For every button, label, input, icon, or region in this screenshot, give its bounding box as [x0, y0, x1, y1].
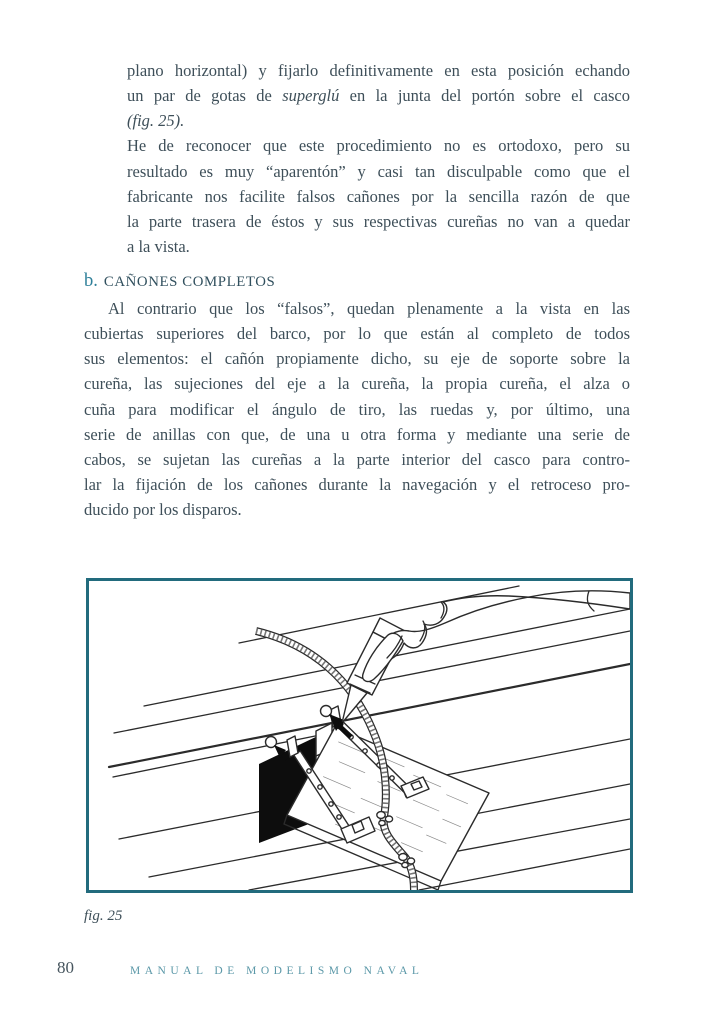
figure-caption: fig. 25	[84, 908, 123, 924]
text-line: cubiertas superiores del barco, por lo que están al completo de todos	[84, 324, 630, 344]
running-title: MANUAL DE MODELISMO NAVAL	[130, 965, 424, 977]
text-line: plano horizontal) y fijarlo definitivamente en esta posición echando	[127, 61, 630, 80]
paragraph-continuation	[127, 58, 630, 259]
glue-drop	[338, 721, 343, 726]
text-line: un par de gotas de superglú en la junta del portón sobre el casco	[127, 86, 630, 106]
text-line: sus elementos: el cañón propiamente dicho, su eje de soporte sobre la	[84, 349, 630, 369]
text-line: cabos, se sujetan las cureñas a la parte interior del casco para contro-	[84, 449, 630, 469]
text-line: cuña para modificar el ángulo de tiro, las ruedas y, por último, una	[84, 399, 630, 419]
section-marker: b.	[84, 271, 98, 291]
text-line: fabricante nos facilite falsos cañones por la sencilla razón de que	[127, 186, 630, 206]
page-number: 80	[57, 958, 74, 977]
section-title: CAÑONES COMPLETOS	[103, 274, 276, 290]
text-line: resultado es muy “aparentón” y casi tan disculpable como que el	[127, 161, 630, 181]
paragraph-body	[84, 296, 630, 522]
text-line: lar la fijación de los cañones durante la navegación y el retroceso pro-	[84, 474, 630, 494]
text-line: He de reconocer que este procedimiento no es ortodoxo, pero su	[127, 136, 630, 156]
text-line: la parte trasera de éstos y sus respectivas cureñas no van a quedar	[127, 211, 630, 231]
text-line: (fig. 25).	[127, 111, 185, 131]
text-line: serie de anillas con que, de una u otra forma y mediante una serie de	[84, 424, 630, 444]
text-line: a la vista.	[127, 236, 190, 256]
text-line: ducido por los disparos.	[84, 500, 242, 520]
section-heading	[84, 269, 275, 294]
figure-box	[86, 578, 633, 893]
text-line: Al contrario que los “falsos”, quedan plenamente a la vista en las	[108, 299, 630, 318]
figure-illustration	[89, 581, 630, 890]
text-line: cureña, las sujeciones del eje a la cureña, la propia cureña, el alza o	[84, 374, 630, 394]
